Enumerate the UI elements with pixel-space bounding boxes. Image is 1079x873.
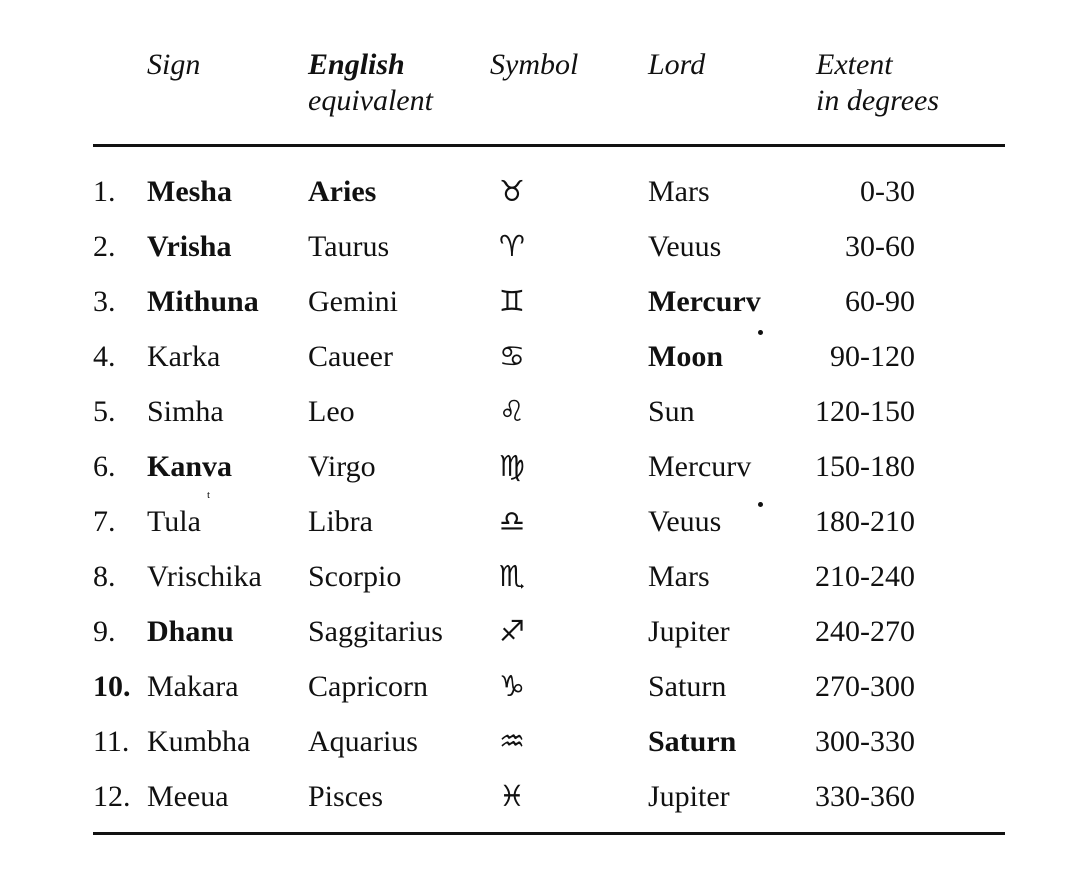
english-name: Libra — [308, 505, 373, 538]
lord-name: Sun — [648, 395, 695, 428]
leo-symbol-icon: ♌ — [499, 394, 525, 428]
sign-name: Vrisha — [147, 230, 232, 263]
english-name: Scorpio — [308, 560, 402, 593]
row-number: 4. — [93, 340, 116, 373]
lord-name: Veuus — [648, 505, 722, 538]
sign-name: Mesha — [147, 175, 232, 208]
row-number: 8. — [93, 560, 116, 593]
sign-name: Kumbha — [147, 725, 251, 758]
libra-symbol-icon: ♎ — [499, 504, 525, 538]
extent-degrees: 240-270 — [815, 615, 915, 648]
scorpio-symbol-icon: ♏ — [499, 559, 525, 593]
lord-name: Mars — [648, 560, 710, 593]
row-number: 3. — [93, 285, 116, 318]
sign-name: Makara — [147, 670, 239, 703]
row-number: 10. — [93, 670, 131, 703]
sagittarius-symbol-icon: ♐ — [499, 614, 525, 648]
row-number: 11. — [93, 725, 130, 758]
header-rule — [93, 144, 1005, 147]
extent-degrees: 300-330 — [815, 725, 915, 758]
english-name: Taurus — [308, 230, 390, 263]
stray-dot-mark — [758, 330, 763, 335]
extent-degrees: 90-120 — [830, 340, 915, 373]
taurus-symbol-icon: ♉ — [499, 174, 525, 208]
lord-name: Mercurv — [648, 450, 752, 483]
lord-name: Moon — [648, 340, 723, 373]
english-name: Gemini — [308, 285, 398, 318]
english-name: Pisces — [308, 780, 383, 813]
lord-name: Jupiter — [648, 615, 730, 648]
header-english — [308, 50, 433, 116]
extent-degrees: 180-210 — [815, 505, 915, 538]
header-lord — [648, 50, 705, 80]
header-extent-line2: in degrees — [816, 84, 940, 117]
english-name: Virgo — [308, 450, 376, 483]
extent-degrees: 30-60 — [845, 230, 915, 263]
row-number: 1. — [93, 175, 116, 208]
row-number: 12. — [93, 780, 131, 813]
aquarius-symbol-icon: ♒ — [499, 724, 525, 758]
lord-name: Saturn — [648, 670, 727, 703]
header-lord-label: Lord — [648, 48, 706, 81]
header-extent-line1: Extent — [816, 48, 893, 81]
lord-name: Mercurv — [648, 285, 761, 318]
sign-name: Meeua — [147, 780, 229, 813]
sign-name: Karka — [147, 340, 221, 373]
extent-degrees: 0-30 — [860, 175, 915, 208]
sign-name: Mithuna — [147, 285, 259, 318]
sign-name: Vrischika — [147, 560, 262, 593]
english-name: Saggitarius — [308, 615, 443, 648]
lord-name: Veuus — [648, 230, 722, 263]
sign-name: Tula — [147, 505, 201, 538]
gemini-symbol-icon: ♊ — [499, 284, 525, 318]
extent-degrees: 120-150 — [815, 395, 915, 428]
extent-degrees: 270-300 — [815, 670, 915, 703]
header-symbol-label: Symbol — [490, 48, 579, 81]
lord-name: Jupiter — [648, 780, 730, 813]
header-extent — [816, 50, 939, 116]
bottom-rule — [93, 832, 1005, 835]
sign-name: Simha — [147, 395, 224, 428]
extent-degrees: 60-90 — [845, 285, 915, 318]
extent-degrees: 210-240 — [815, 560, 915, 593]
pisces-symbol-icon: ♓ — [499, 779, 525, 813]
english-name: Capricorn — [308, 670, 428, 703]
row-number: 9. — [93, 615, 116, 648]
header-sign — [147, 50, 200, 80]
cancer-symbol-icon: ♋ — [499, 339, 525, 373]
capricorn-symbol-icon: ♑ — [499, 669, 525, 703]
header-sign-label: Sign — [147, 48, 201, 81]
header-symbol — [490, 50, 578, 80]
english-name: Aries — [308, 175, 377, 208]
sign-name: Kanva — [147, 450, 233, 483]
stray-dot-mark — [758, 502, 763, 507]
row-number: 7. — [93, 505, 116, 538]
header-english-line1: English — [308, 48, 405, 81]
row-number: 5. — [93, 395, 116, 428]
row-number: 2. — [93, 230, 116, 263]
row-number: 6. — [93, 450, 116, 483]
sign-name: Dhanu — [147, 615, 234, 648]
lord-name: Mars — [648, 175, 710, 208]
aries-symbol-icon: ♈ — [499, 229, 525, 263]
extent-degrees: 330-360 — [815, 780, 915, 813]
extent-degrees: 150-180 — [815, 450, 915, 483]
stray-tick-mark: t — [207, 489, 211, 501]
english-name: Caueer — [308, 340, 393, 373]
header-english-line2: equivalent — [308, 84, 433, 117]
lord-name: Saturn — [648, 725, 737, 758]
virgo-symbol-icon: ♍ — [499, 449, 525, 483]
english-name: Leo — [308, 395, 355, 428]
english-name: Aquarius — [308, 725, 418, 758]
